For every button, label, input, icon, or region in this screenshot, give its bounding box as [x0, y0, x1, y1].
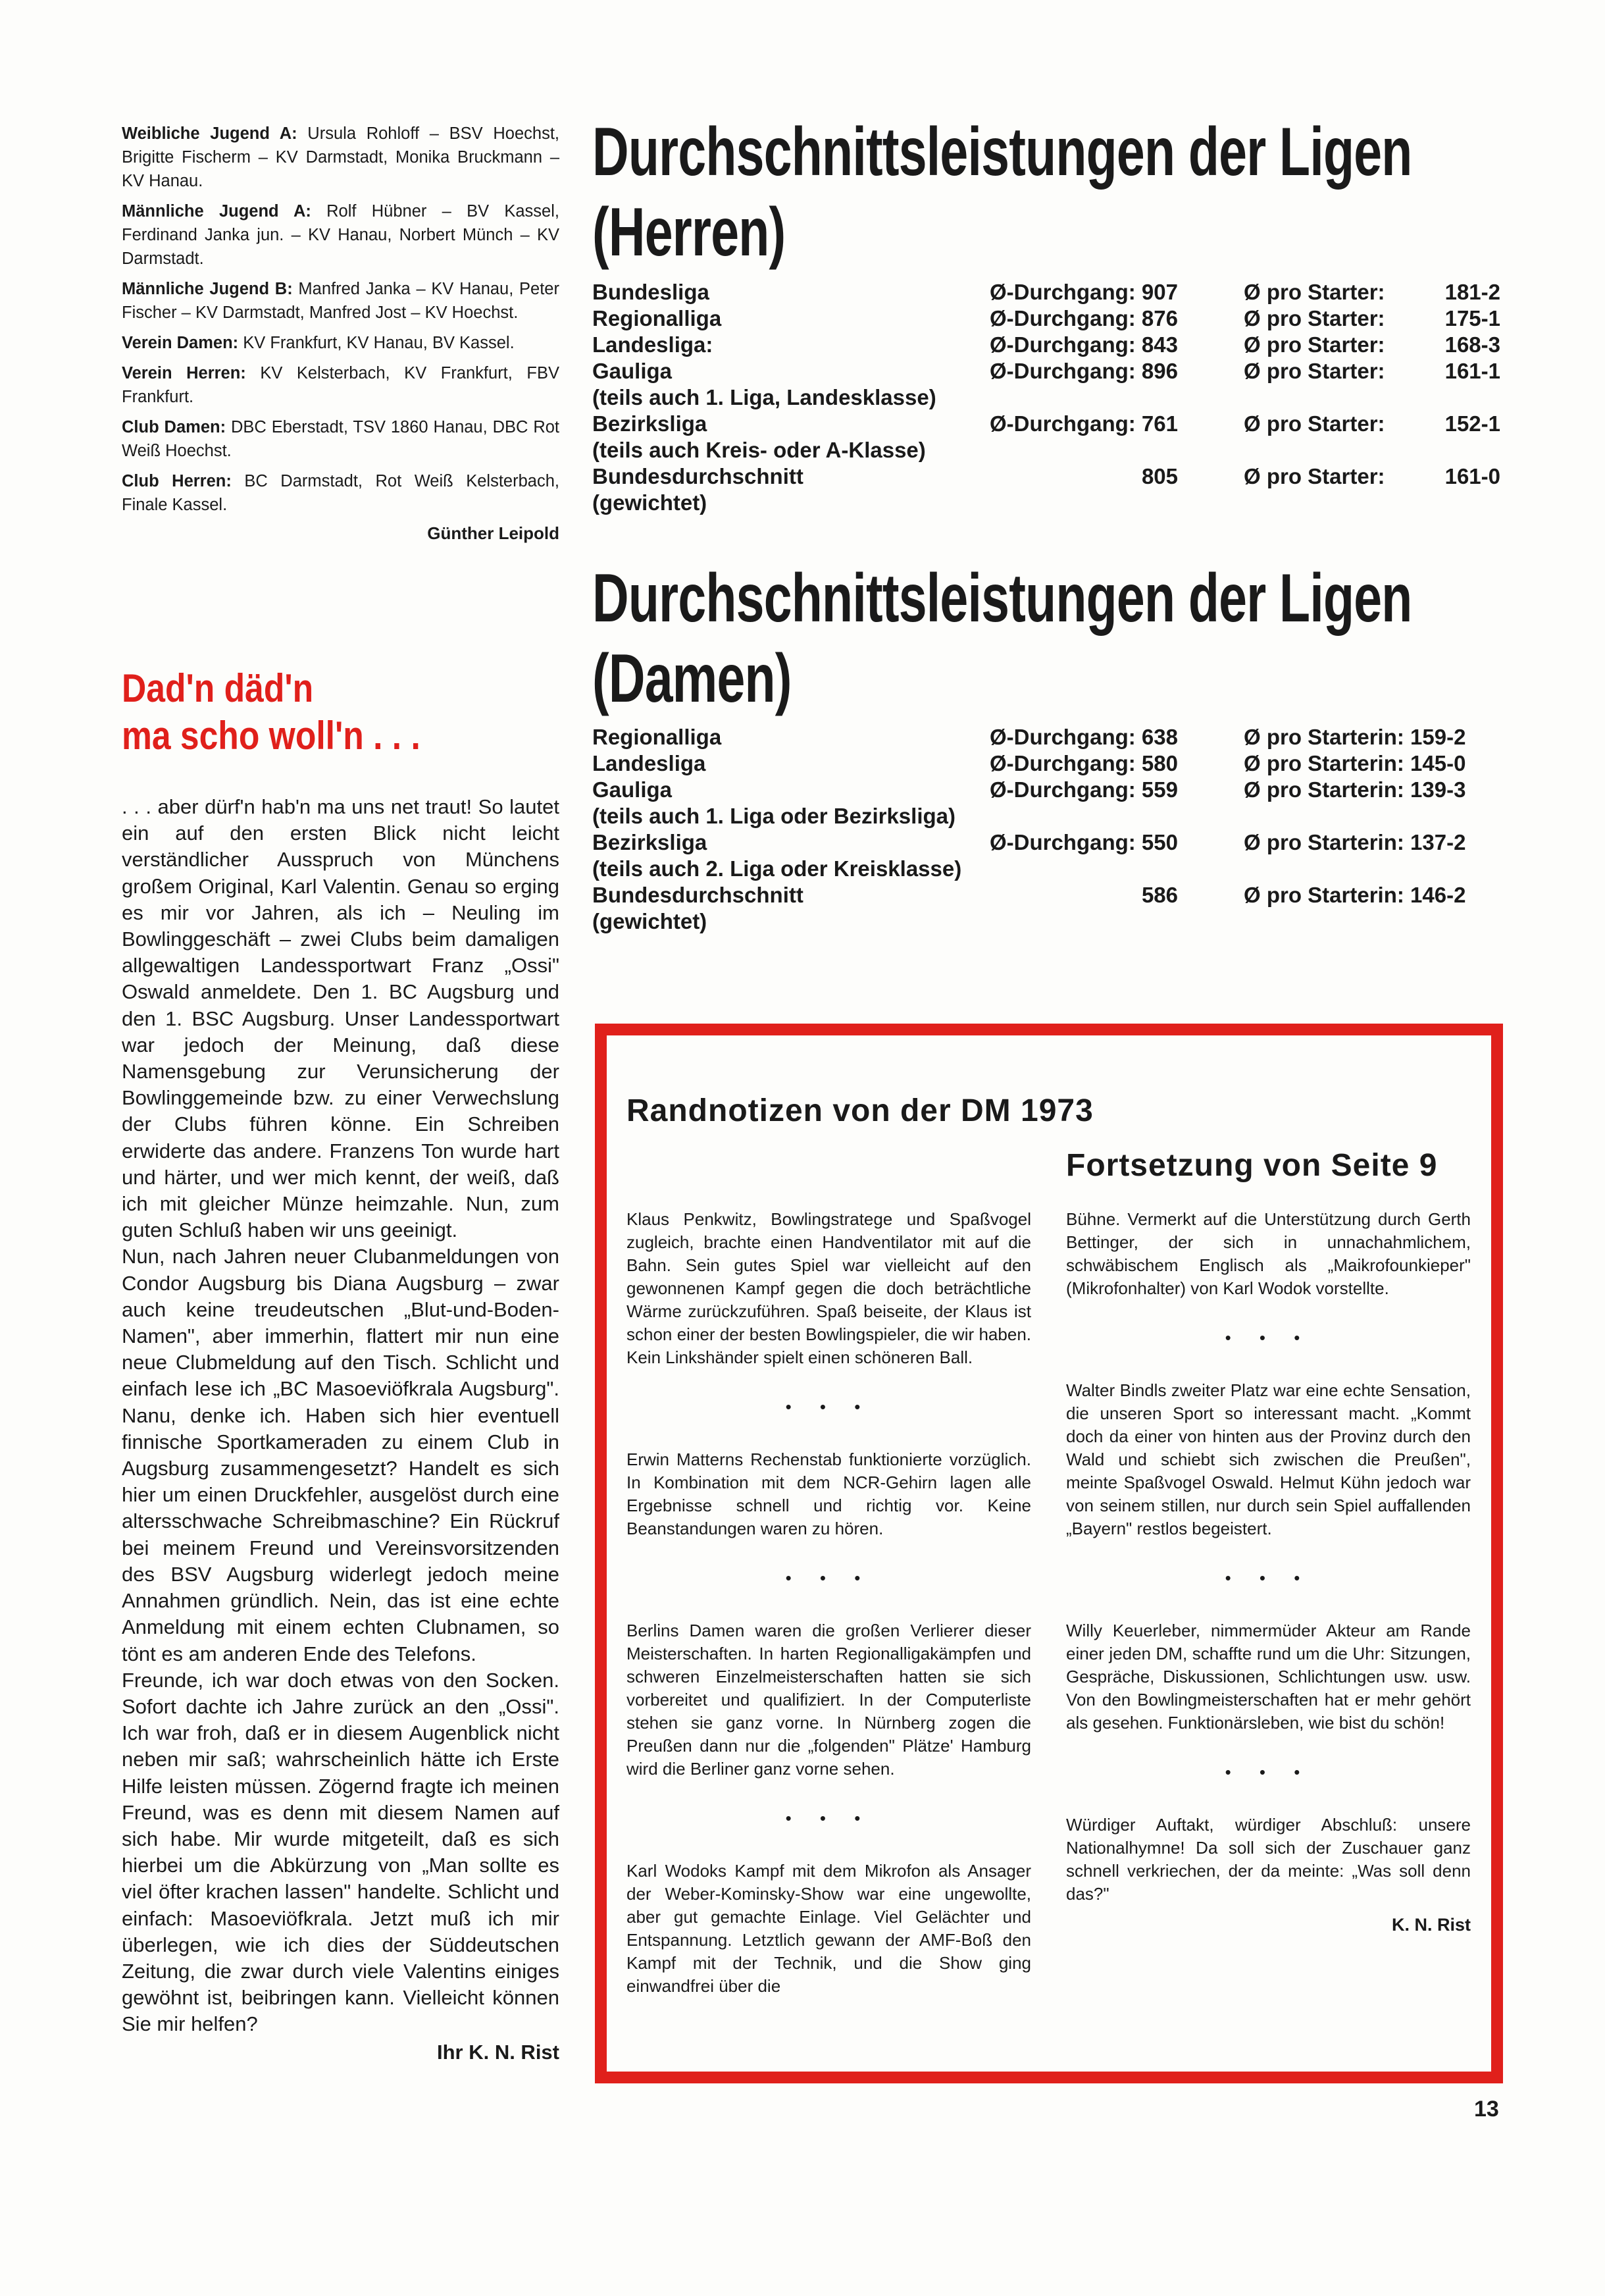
- note-paragraph: Karl Wodoks Kampf mit dem Mikrofon als Ansager der Weber-Kominsky-Show war eine ungewollte, aber gut gemachte Einlage. Viel Gelächter und Entspannung. Letztlich gewann der AMF-Boß den Kampf mit der Technik, und die Show ging einwandfrei über die: [626, 1861, 1031, 1996]
- pro-starter-label: Ø pro Starter:: [1244, 464, 1385, 488]
- heading-damen-line1: Durchschnittsleistungen der Ligen: [592, 560, 1412, 637]
- table-row: [592, 411, 1500, 463]
- pro-starterin: Ø pro Starterin: 137-2: [1244, 830, 1466, 854]
- liga-name: Landesliga: [592, 751, 706, 775]
- award-entry: [122, 415, 559, 463]
- liga-name: [592, 829, 967, 882]
- separator-dots: • • •: [1225, 1762, 1312, 1782]
- heading-herren-line1: Durchschnittsleistungen der Ligen: [592, 114, 1412, 190]
- article-paragraph: Nun, nach Jahren neuer Clubanmeldungen von Condor Augsburg bis Diana Augsburg – zwar auch keine treudeutschen „Blut-und-Boden-Namen", aber immerhin, flattert mir nun eine neue Clubmeldung auf den Tisch. Schlicht und einfach lese ich „BC Masoeviöfkrala Augsburg". Nanu, denke ich. Haben sich hier eventuell finnische Sportkameraden zu einem Club in Augsburg zusammengesetzt? Handelt es sich hier um einen Druckfehler, ausgelöst durch eine altersschwache Schreibmaschine? Ein Rückruf bei meinem Freund und Vereinsvorsitzenden des BSV Augsburg widerlegt jedoch meine Annahmen gründlich. Nein, das ist eine echte Anmeldung mit einem echten Clubnamen, so tönt es am anderen Ende des Telefons.: [122, 1245, 559, 1665]
- table-row: [592, 279, 1500, 305]
- pro-starterin: Ø pro Starterin: 159-2: [1244, 725, 1466, 749]
- liga-label: Bundesdurchschnitt: [592, 464, 803, 488]
- separator-dots: • • •: [1225, 1328, 1312, 1347]
- note-paragraph: Bühne. Vermerkt auf die Unterstützung durch Gerth Bettinger, der sich in unnachahmlichem, schwäbischem Englisch als „Maikrofounkieper" (Mikrofonhalter) von Karl Wodok vorstellte.: [1066, 1209, 1471, 1298]
- award-label: Männliche Jugend A:: [122, 202, 311, 221]
- award-text: KV Kelsterbach, KV Frankfurt, FBV Frankfurt.: [122, 364, 559, 406]
- article-signature: Ihr K. N. Rist: [436, 2040, 559, 2064]
- durchgang: 586: [1141, 883, 1178, 907]
- table-damen: [592, 724, 1465, 935]
- article-paragraph: Freunde, ich war doch etwas von den Socken. Sofort dachte ich Jahre zurück an den „Ossi". Ich war froh, daß er in diesem Augenblick nicht neben mir saß; wahrscheinlich hätte ich Erste Hilfe leisten müssen. Zögernd fragte ich meinen Freund, was es denn mit diesem Namen auf sich habe. Mir wurde mitgeteilt, daß es sich hierbei um die Abkürzung von „Man sollte es viel öfter krachen lassen" handelte. Schlicht und einfach: Masoeviöfkrala. Jetzt muß ich mir überlegen, wie ich dies der Süddeutschen Zeitung, die zwar durch viele Valentins einiges gewöhnt ist, beibringen kann. Vielleicht können Sie mir helfen?: [122, 1668, 559, 2036]
- liga-name: Bundesliga: [592, 280, 709, 304]
- award-label: Verein Herren:: [122, 364, 246, 382]
- liga-subtitle: (gewichtet): [592, 909, 707, 933]
- award-entry: [122, 331, 559, 355]
- note-paragraph: Klaus Penkwitz, Bowlingstratege und Spaßvogel zugleich, brachte einen Handventilator mit auf die Bahn. Sein gutes Spiel war vielleicht auf den gewonnenen Kampf gegen die doch beträchtliche Wärme zurückzuführen. Spaß beiseite, der Klaus ist schon einer der besten Bowlingspieler, die wir haben. Kein Linkshänder spielt einen schöneren Ball.: [626, 1209, 1031, 1367]
- table-row: [592, 882, 1465, 935]
- liga-label: Gauliga: [592, 359, 673, 383]
- liga-subtitle: (teils auch Kreis- oder A-Klasse): [592, 438, 926, 462]
- note-paragraph: Walter Bindls zweiter Platz war eine echte Sensation, die unseren Sport so interessant macht. „Kommt doch da einer von hinten aus der Provinz durch den Wald und schiebt sich zwischen die Preußen", meinte Spaßvogel Oswald. Helmut Kühn jedoch war von seinem stillen, nur durch sein Spiel auffallenden „Bayern" restlos begeistert.: [1066, 1380, 1471, 1538]
- note-paragraph: Würdiger Auftakt, würdiger Abschluß: unsere Nationalhymne! Da soll sich der Zuschauer ganz schnell verkriechen, der da meinte: „Was soll denn das?": [1066, 1815, 1471, 1904]
- note-paragraph: Berlins Damen waren die großen Verlierer dieser Meisterschaften. In harten Regionalligakämpfen und schweren Einzelmeisterschaften hatten sie sich vorbereitet und qualifiziert. In der Computerliste stehen sie ganz vorne. In Nürnberg zogen die Preußen dann nur die „folgenden" Plätze' Hamburg wird die Berliner ganz vorne sehen.: [626, 1621, 1031, 1779]
- separator-dots: • • •: [785, 1568, 873, 1588]
- award-entry: [122, 122, 559, 193]
- liga-name: [592, 463, 967, 516]
- liga-name: Landesliga:: [592, 332, 713, 357]
- pro-starter-label: Ø pro Starter:: [1244, 280, 1385, 304]
- liga-subtitle: (teils auch 1. Liga oder Bezirksliga): [592, 804, 955, 828]
- table-row: [592, 305, 1500, 332]
- pro-starterin: Ø pro Starterin: 145-0: [1244, 751, 1466, 775]
- separator-dots: • • •: [785, 1397, 873, 1417]
- notes-title: Randnotizen von der DM 1973: [626, 1093, 1094, 1128]
- awards-section: [122, 122, 559, 544]
- liga-subtitle: (teils auch 2. Liga oder Kreisklasse): [592, 856, 962, 881]
- liga-name: [592, 358, 967, 411]
- liga-name: [592, 777, 967, 829]
- separator-dots: • • •: [1225, 1568, 1312, 1588]
- notes-column-left: [626, 1208, 1031, 1998]
- award-label: Club Herren:: [122, 472, 232, 490]
- awards-signature: Günther Leipold: [427, 523, 559, 543]
- table-row: [592, 332, 1500, 358]
- note-paragraph: Erwin Matterns Rechenstab funktionierte vorzüglich. In Kombination mit dem NCR-Gehirn lagen alle Ergebnisse schnell und richtig vor. Keine Beanstandungen waren zu hören.: [626, 1449, 1031, 1538]
- liga-name: [592, 882, 967, 935]
- pro-starter-label: Ø pro Starter:: [1244, 411, 1385, 436]
- article-paragraph: . . . aber dürf'n hab'n ma uns net traut! So lautet ein auf den ersten Blick nicht leicht verständlicher Ausspruch von Münchens großem Original, Karl Valentin. Genau so erging es mir vor Jahren, als ich – Neuling im Bowlinggeschäft – zwei Clubs beim damaligen allgewaltigen Landessportwart Franz „Ossi" Oswald anmeldete. Den 1. BC Augsburg und den 1. BSC Augsburg. Unser Landessportwart war jedoch der Meinung, daß diese Namensgebung zur Verunsicherung der Bowlinggemeinde bzw. zu einer Verwechslung der Clubs führen könne. Ein Schreiben erwiderte das andere. Franzens Ton wurde hart und härter, und wer mich kennt, der weiß, daß ich mit gleicher Münze heimzahle. Nun, zum guten Schluß haben wir uns geeinigt.: [122, 795, 559, 1242]
- liga-name: Regionalliga: [592, 725, 722, 749]
- durchgang: Ø-Durchgang: 761: [989, 411, 1178, 436]
- liga-subtitle: (gewichtet): [592, 490, 707, 515]
- durchgang: Ø-Durchgang: 559: [989, 777, 1178, 802]
- pro-starter-value: 161-1: [1444, 359, 1500, 383]
- durchgang: 805: [1141, 464, 1178, 488]
- award-text: Manfred Janka – KV Hanau, Peter Fischer – KV Darmstadt, Manfred Jost – KV Hoechst.: [122, 280, 559, 322]
- award-label: Club Damen:: [122, 418, 226, 436]
- durchgang: Ø-Durchgang: 550: [989, 830, 1178, 854]
- article-headline-line1: Dad'n däd'n: [122, 666, 314, 710]
- award-text: Ursula Rohloff – BSV Hoechst, Brigitte Fischerm – KV Darmstadt, Monika Bruckmann – KV Hanau.: [122, 124, 559, 190]
- liga-label: Bezirksliga: [592, 411, 707, 436]
- award-entry: [122, 277, 559, 325]
- table-row: [592, 358, 1500, 411]
- award-text: BC Darmstadt, Rot Weiß Kelsterbach, Finale Kassel.: [122, 472, 559, 514]
- award-text: DBC Eberstadt, TSV 1860 Hanau, DBC Rot Weiß Hoechst.: [122, 418, 559, 460]
- table-row: [592, 463, 1500, 516]
- notes-continuation: Fortsetzung von Seite 9: [1066, 1148, 1438, 1183]
- award-label: Verein Damen:: [122, 334, 239, 352]
- durchgang: Ø-Durchgang: 638: [989, 725, 1178, 749]
- liga-label: Bezirksliga: [592, 830, 707, 854]
- table-row: [592, 724, 1465, 750]
- award-entry: [122, 199, 559, 271]
- separator-dots: • • •: [785, 1808, 873, 1828]
- page-number: 13: [1474, 2097, 1499, 2122]
- award-entry: [122, 469, 559, 517]
- pro-starter-value: 168-3: [1444, 332, 1500, 357]
- durchgang: Ø-Durchgang: 580: [989, 751, 1178, 775]
- note-paragraph: Willy Keuerleber, nimmermüder Akteur am Rande einer jeden DM, schaffte rund um die Uhr: Sitzungen, Gespräche, Diskussionen, Schlichtungen usw. usw. Von den Bowlingmeisterschaften hat er mehr gehört als gesehen. Funktionärsleben, wie bist du schön!: [1066, 1621, 1471, 1733]
- table-herren: [592, 279, 1500, 516]
- liga-name: [592, 411, 967, 463]
- heading-herren: [592, 112, 1605, 273]
- liga-subtitle: (teils auch 1. Liga, Landesklasse): [592, 385, 936, 409]
- pro-starter-value: 181-2: [1444, 280, 1500, 304]
- award-entry: [122, 361, 559, 409]
- pro-starterin: Ø pro Starterin: 139-3: [1244, 777, 1466, 802]
- heading-herren-line2: (Herren): [592, 194, 786, 271]
- pro-starter-label: Ø pro Starter:: [1244, 306, 1385, 330]
- notes-signature: K. N. Rist: [1391, 1915, 1471, 1935]
- notes-column-right: [1066, 1208, 1471, 1937]
- pro-starter-label: Ø pro Starter:: [1244, 332, 1385, 357]
- award-text: Rolf Hübner – BV Kassel, Ferdinand Janka jun. – KV Hanau, Norbert Münch – KV Darmstadt.: [122, 202, 559, 268]
- pro-starterin: Ø pro Starterin: 146-2: [1244, 883, 1466, 907]
- article-headline-line2: ma scho woll'n . . .: [122, 714, 420, 758]
- pro-starter-value: 175-1: [1444, 306, 1500, 330]
- pro-starter-label: Ø pro Starter:: [1244, 359, 1385, 383]
- durchgang: Ø-Durchgang: 896: [989, 359, 1178, 383]
- liga-name: Regionalliga: [592, 306, 722, 330]
- pro-starter-value: 152-1: [1444, 411, 1500, 436]
- article-headline: [122, 665, 559, 770]
- award-text: KV Frankfurt, KV Hanau, BV Kassel.: [238, 334, 515, 352]
- table-row: [592, 750, 1465, 777]
- table-row: [592, 829, 1465, 882]
- liga-label: Bundesdurchschnitt: [592, 883, 803, 907]
- heading-damen-line2: (Damen): [592, 640, 792, 717]
- heading-damen: [592, 558, 1605, 719]
- durchgang: Ø-Durchgang: 907: [989, 280, 1178, 304]
- award-label: Männliche Jugend B:: [122, 280, 293, 298]
- liga-label: Gauliga: [592, 777, 673, 802]
- award-label: Weibliche Jugend A:: [122, 124, 297, 143]
- table-row: [592, 777, 1465, 829]
- durchgang: Ø-Durchgang: 876: [989, 306, 1178, 330]
- pro-starter-value: 161-0: [1444, 464, 1500, 488]
- durchgang: Ø-Durchgang: 843: [989, 332, 1178, 357]
- article: [122, 665, 559, 2064]
